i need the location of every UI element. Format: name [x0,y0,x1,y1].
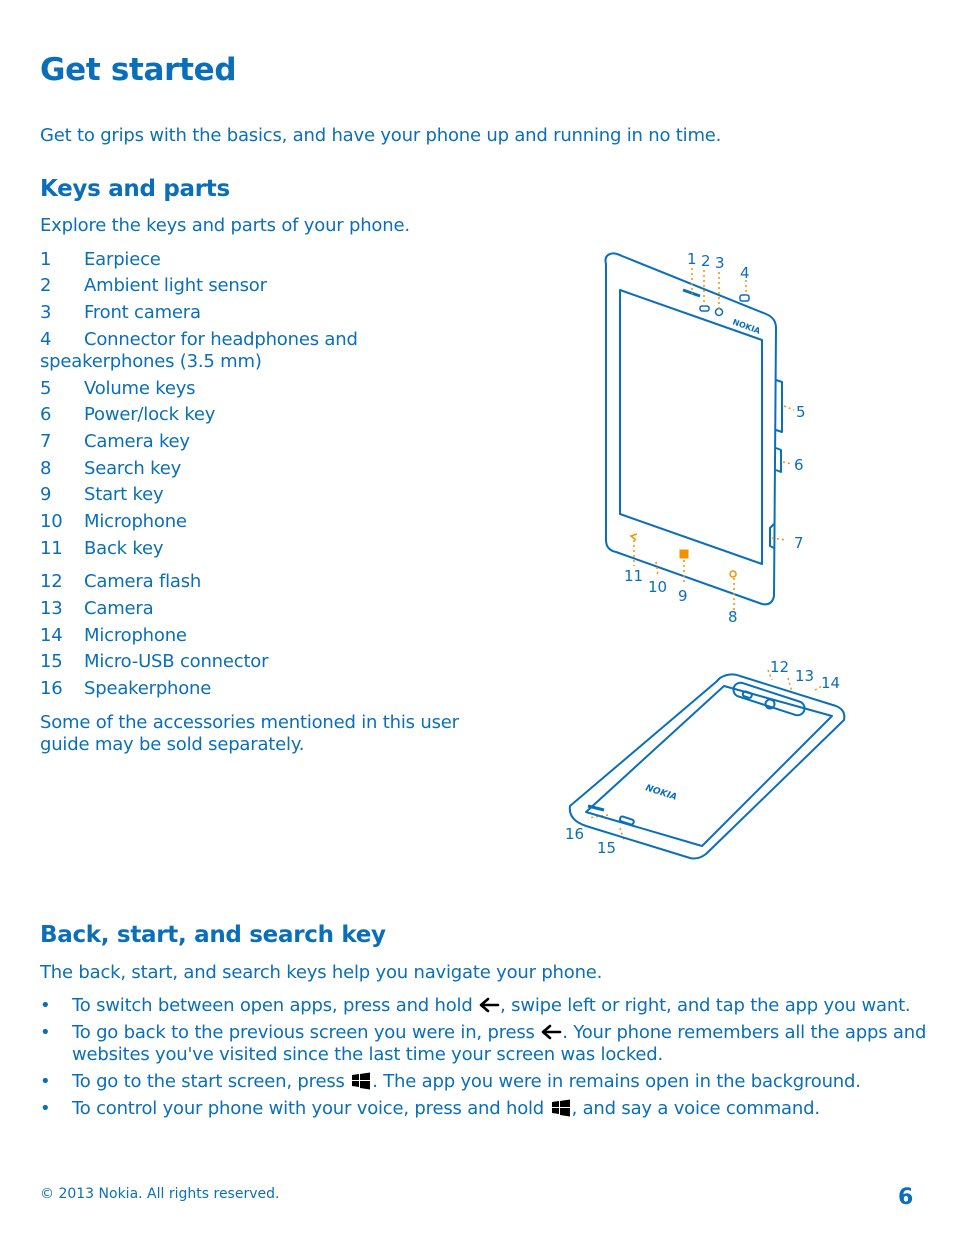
speakerphone [588,806,604,810]
keys-heading: Keys and parts [40,176,230,202]
part-label: Ambient light sensor [84,275,267,296]
callout-13: 13 [795,667,815,685]
part-number: 11 [40,538,63,559]
bullet-text-after: , and say a voice command. [571,1098,820,1119]
start-key-icon [680,550,688,558]
part-number: 10 [40,511,63,532]
part-label: Camera [84,598,154,619]
front-brand: NOKIA [731,317,762,336]
callout-3: 3 [715,254,725,272]
part-label: Search key [84,458,182,479]
bullet-text-before: To go back to the previous screen you were in, press [72,1022,541,1043]
part-number: 7 [40,431,52,452]
bullet-text-before: To switch between open apps, press and hold [72,995,479,1016]
callout-14: 14 [821,674,841,692]
part-label: Volume keys [84,378,196,399]
callout-5: 5 [796,403,806,421]
part-number: 16 [40,678,63,699]
search-key-icon [730,571,736,577]
part-label: Start key [84,484,164,505]
bullet-dot: • [40,1022,51,1043]
part-number: 3 [40,302,52,323]
bullet-text [72,1071,932,1093]
phone-front-screen [620,290,762,564]
volume-keys [776,380,782,432]
part-number: 1 [40,249,52,270]
callout-1: 1 [687,250,697,268]
part-label: Connector for headphones and [84,329,358,350]
part-item-continued [40,351,262,372]
accessories-note: Some of the accessories mentioned in this user guide may be sold separately. [40,712,459,755]
part-number: 12 [40,571,63,592]
bullet-text [72,1098,932,1120]
bullet-text-after: . Your phone remembers all the apps and websites you've visited since the last time your screen was locked. [72,1022,927,1065]
callout-15: 15 [597,839,617,857]
bullet-text-after: . The app you were in remains open in the background. [372,1071,861,1092]
callout-4: 4 [740,264,750,282]
power-key [776,448,781,472]
bullet-text-before: To control your phone with your voice, press and hold [72,1098,550,1119]
part-number: 5 [40,378,52,399]
callout-8: 8 [728,608,738,626]
part-label: Speakerphone [84,678,212,699]
bullet-dot: • [40,1098,51,1119]
part-number: 6 [40,404,52,425]
keys-intro: Explore the keys and parts of your phone. [40,215,410,236]
bullet-dot: • [40,995,51,1016]
part-number: 14 [40,625,63,646]
micro-usb-connector [619,816,634,825]
callout-7: 7 [794,534,804,552]
bullet-dot: • [40,1071,51,1092]
part-number: 2 [40,275,52,296]
part-label: Microphone [84,511,187,532]
page-title: Get started [40,52,237,88]
part-label: Microphone [84,625,187,646]
part-label: Camera flash [84,571,202,592]
nav-heading: Back, start, and search key [40,922,386,948]
bullet-text [72,1022,932,1066]
part-number: 8 [40,458,52,479]
part-number: 4 [40,329,52,350]
windows-icon [350,1072,372,1090]
part-label-continued: speakerphones (3.5 mm) [40,351,262,372]
headphone-connector [740,295,749,301]
part-label: Front camera [84,302,201,323]
part-label: Camera key [84,431,190,452]
callout-2: 2 [701,252,711,270]
part-number: 13 [40,598,63,619]
footer-copyright: © 2013 Nokia. All rights reserved. [40,1186,280,1202]
part-label: Power/lock key [84,404,216,425]
callout-10: 10 [648,578,668,596]
back-arrow-icon [478,996,500,1014]
part-number: 9 [40,484,52,505]
callout-16: 16 [565,825,585,843]
intro-text: Get to grips with the basics, and have your phone up and running in no time. [40,125,722,146]
back-arrow-icon [540,1023,562,1041]
callout-6: 6 [794,456,804,474]
back-brand: NOKIA [644,783,679,803]
part-label: Micro-USB connector [84,651,269,672]
phone-front-body [606,253,777,604]
front-camera [716,309,723,316]
bullet-text [72,995,932,1017]
windows-icon [550,1099,572,1117]
phone-diagram [540,240,870,870]
callout-9: 9 [678,587,688,605]
nav-intro: The back, start, and search keys help you navigate your phone. [40,962,603,983]
page-number: 6 [898,1185,914,1210]
part-label: Earpiece [84,249,161,270]
light-sensor [700,306,709,311]
bullet-text-after: , swipe left or right, and tap the app you want. [500,995,911,1016]
bullet-text-before: To go to the start screen, press [72,1071,351,1092]
callout-11: 11 [624,567,644,585]
back-key-icon [631,534,637,540]
part-number: 15 [40,651,63,672]
part-label: Back key [84,538,164,559]
callout-12: 12 [770,658,790,676]
